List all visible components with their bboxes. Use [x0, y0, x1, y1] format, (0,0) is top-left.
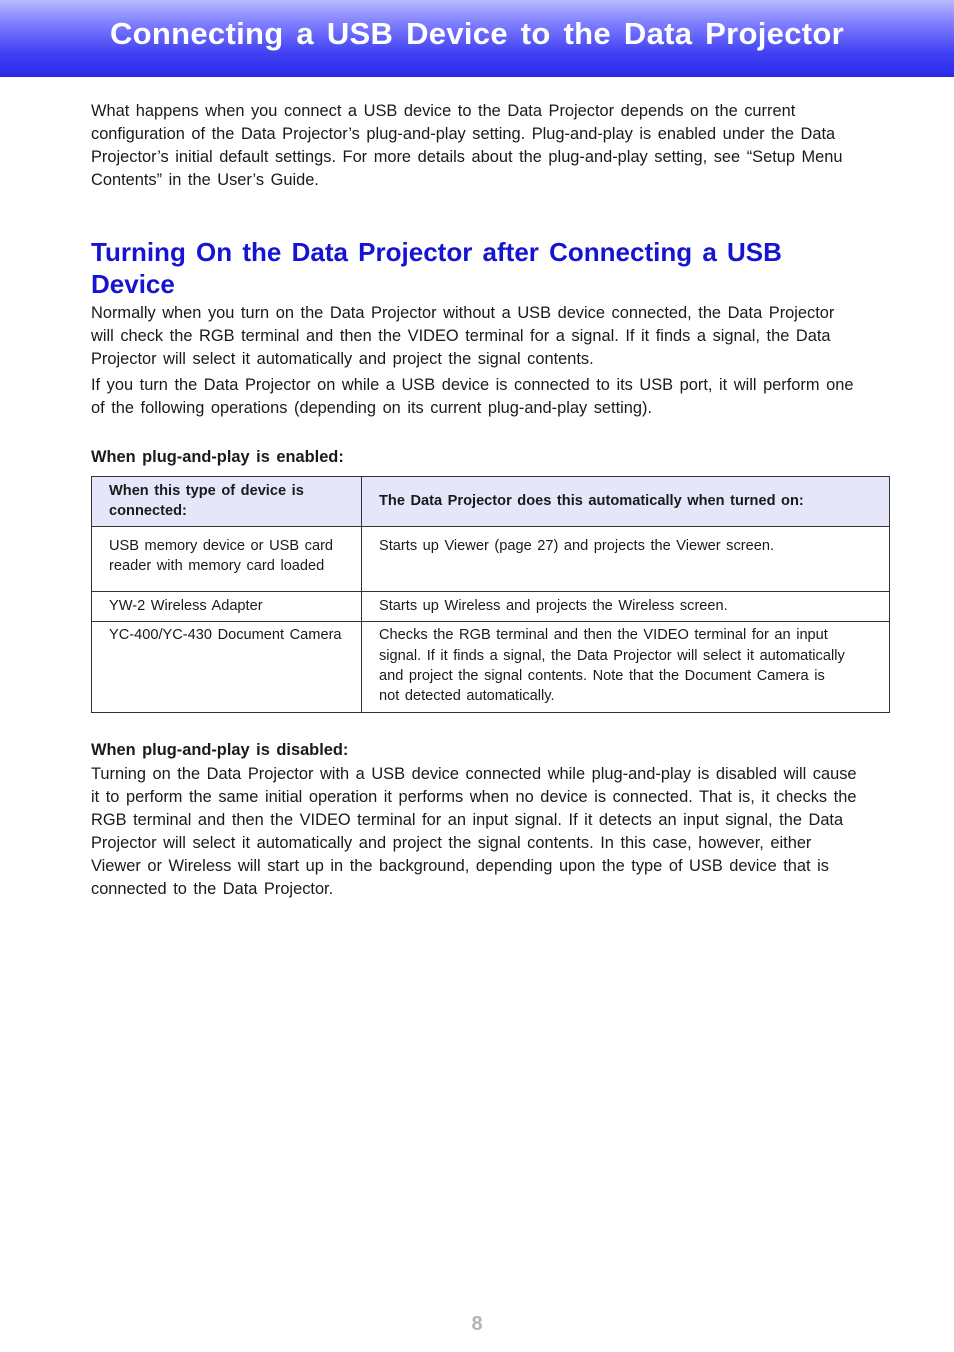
section-paragraph-normal: Normally when you turn on the Data Projector without a USB device connected, the Data Projector will check the RGB terminal and then the VIDEO terminal for a signal. If it finds a signal, the Data Projector will select it automatically and project the signal contents. — [91, 304, 835, 368]
table-header-action: The Data Projector does this automatically when turned on: — [362, 477, 890, 527]
disabled-paragraph: Turning on the Data Projector with a USB device connected while plug-and-play is disabled will cause it to perform the same initial operation it performs when no device is connected. That is, it checks the RGB terminal and then the VIDEO terminal for an input signal. If it detects an input signal, the Data Projector will select it automatically and project the signal contents. In this case, however, either Viewer or Wireless will start up in the background, depending upon the type of USB device that is connected to the Data Projector. — [91, 764, 857, 898]
table-cell-device: YC-400/YC-430 Document Camera — [92, 622, 362, 713]
intro-paragraph: What happens when you connect a USB device to the Data Projector depends on the current configuration of the Data Projector’s plug-and-play setting. Plug-and-play is enabled under the Data Projector’s initial default settings. For more details about the plug-and-play setting, see “Setup Menu Contents” in the User’s Guide. — [91, 102, 843, 189]
table-cell-action: Checks the RGB terminal and then the VIDEO terminal for an input signal. If it finds a signal, the Data Projector will select it automatically and project the signal contents. Note that the Document Camera is not detected automatically. — [362, 622, 890, 713]
page-title: Connecting a USB Device to the Data Projector — [110, 16, 844, 51]
page-number: 8 — [471, 1313, 483, 1335]
table-header-device: When this type of device is connected: — [92, 477, 362, 527]
table-row — [92, 526, 890, 591]
table-header-row — [92, 477, 890, 527]
enabled-heading: When plug-and-play is enabled: — [91, 448, 344, 466]
section-heading: Turning On the Data Projector after Connecting a USB Device — [91, 237, 782, 299]
disabled-heading: When plug-and-play is disabled: — [91, 740, 349, 759]
operations-table — [91, 476, 890, 713]
table-row — [92, 591, 890, 621]
table-cell-device: YW-2 Wireless Adapter — [92, 591, 362, 621]
table-cell-action: Starts up Wireless and projects the Wireless screen. — [362, 591, 890, 621]
page-content — [91, 100, 861, 901]
table-cell-device: USB memory device or USB card reader with memory card loaded — [92, 526, 362, 591]
table-row — [92, 622, 890, 713]
table-cell-action: Starts up Viewer (page 27) and projects the Viewer screen. — [362, 526, 890, 591]
title-banner — [0, 0, 954, 77]
section-paragraph-usb: If you turn the Data Projector on while a USB device is connected to its USB port, it will perform one of the following operations (depending on its current plug-and-play setting). — [91, 376, 854, 417]
